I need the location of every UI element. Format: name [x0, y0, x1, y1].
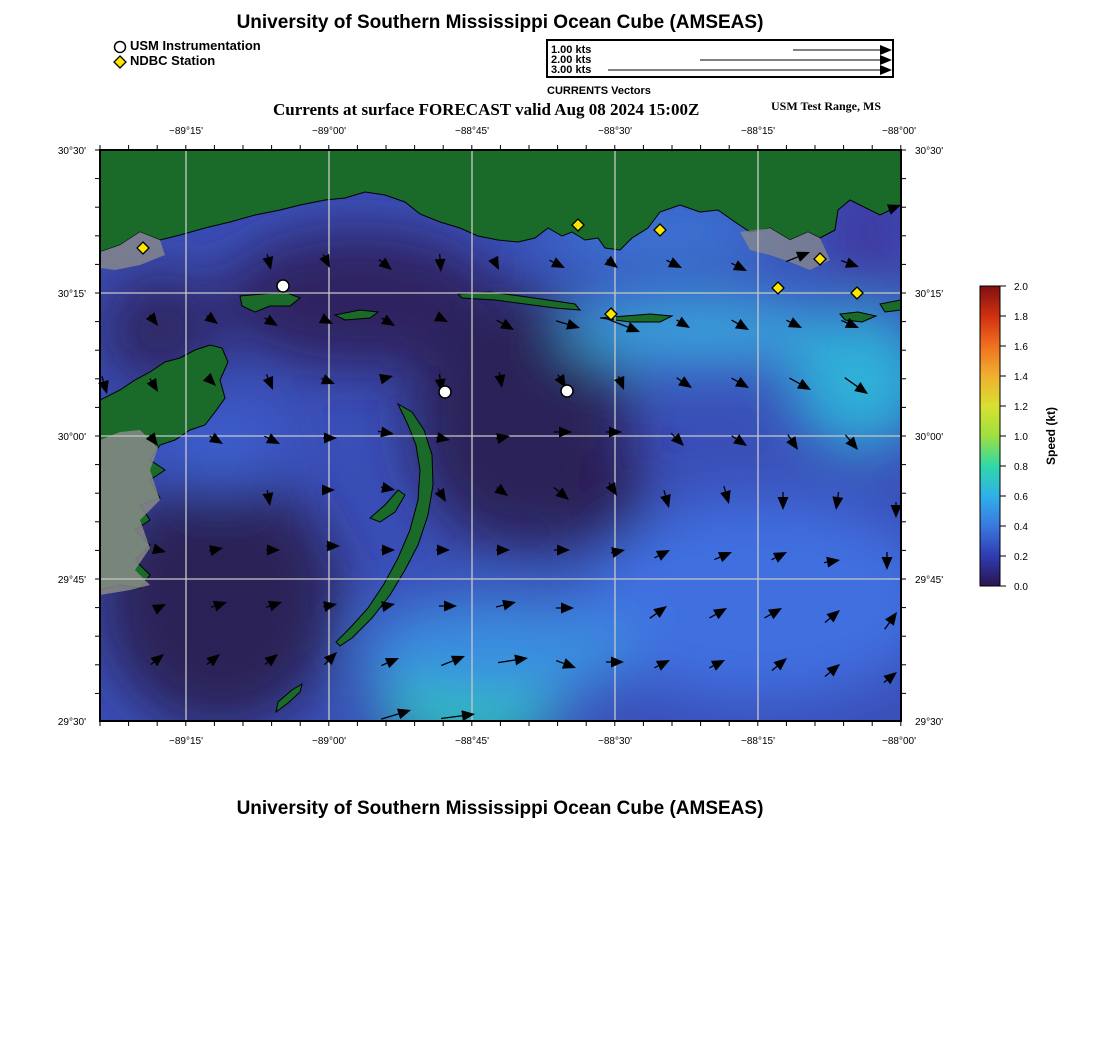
lon-tick-label: −88°45' — [455, 736, 489, 747]
footer-title: University of Southern Mississippi Ocean Cube (AMSEAS) — [236, 798, 764, 819]
lat-tick-label: 29°45' — [57, 575, 86, 586]
lon-tick-label: −89°15' — [169, 126, 203, 137]
lon-labels-bottom — [169, 736, 916, 747]
current-vector-shaft — [150, 435, 151, 436]
forecast-subtitle: Currents at surface FORECAST valid Aug 08 2024 15:00Z — [273, 100, 700, 119]
usm-station-marker[interactable] — [439, 386, 451, 398]
current-vector-shaft — [497, 488, 498, 489]
colorbar-tick-label: 0.6 — [1014, 492, 1028, 503]
lat-tick-label: 30°30' — [57, 146, 86, 157]
vector-caption: CURRENTS Vectors — [547, 85, 651, 97]
usm-station-marker[interactable] — [277, 280, 289, 292]
vector-scale-1: 1.00 kts — [551, 44, 592, 56]
current-vector-shaft — [267, 490, 268, 493]
lat-tick-label: 29°45' — [915, 575, 944, 586]
colorbar-labels — [1014, 282, 1028, 593]
lat-labels-right — [915, 146, 943, 728]
speed-colorbar — [980, 286, 1000, 586]
lon-tick-label: −88°15' — [741, 736, 775, 747]
colorbar-ticks — [1000, 286, 1006, 586]
lon-tick-label: −89°00' — [312, 126, 346, 137]
lat-tick-label: 29°30' — [915, 717, 944, 728]
colorbar-tick-label: 1.6 — [1014, 342, 1028, 353]
lon-tick-label: −88°15' — [741, 126, 775, 137]
colorbar-tick-label: 1.4 — [1014, 372, 1028, 383]
usm-station-marker[interactable] — [561, 385, 573, 397]
current-vector-shaft — [607, 260, 608, 261]
page-title: University of Southern Mississippi Ocean Cube (AMSEAS) — [236, 12, 764, 33]
lon-tick-label: −89°15' — [169, 736, 203, 747]
current-vector-shaft — [619, 376, 620, 378]
lon-tick-label: −89°00' — [312, 736, 346, 747]
colorbar-tick-label: 0.2 — [1014, 552, 1028, 563]
lat-tick-label: 30°15' — [57, 289, 86, 300]
lat-tick-label: 30°00' — [57, 432, 86, 443]
current-vector-shaft — [321, 379, 323, 380]
colorbar-tick-label: 0.0 — [1014, 582, 1028, 593]
current-vector-shaft — [323, 254, 324, 256]
current-vector-shaft — [838, 492, 839, 497]
lat-tick-label: 29°30' — [57, 717, 86, 728]
lon-tick-label: −88°30' — [598, 736, 632, 747]
lon-labels-top — [169, 126, 916, 137]
colorbar-tick-label: 1.2 — [1014, 402, 1028, 413]
colorbar-tick-label: 2.0 — [1014, 282, 1028, 293]
lon-tick-label: −88°45' — [455, 126, 489, 137]
current-vector-shaft — [150, 315, 151, 316]
current-vector-shaft — [824, 562, 827, 563]
lon-tick-label: −88°30' — [598, 126, 632, 137]
lat-tick-label: 30°15' — [915, 289, 944, 300]
colorbar-tick-label: 0.8 — [1014, 462, 1028, 473]
colorbar-tick-label: 1.8 — [1014, 312, 1028, 323]
current-vector-shaft — [378, 431, 381, 432]
legend-ndbc-label: NDBC Station — [130, 53, 216, 68]
lat-tick-label: 30°30' — [915, 146, 944, 157]
vector-scale-2: 2.00 kts — [551, 54, 592, 66]
current-vector-shaft — [499, 372, 500, 375]
legend-usm-label: USM Instrumentation — [130, 38, 261, 53]
colorbar-tick-label: 0.4 — [1014, 522, 1028, 533]
colorbar-tick-label: 1.0 — [1014, 432, 1028, 443]
vector-scale-3: 3.00 kts — [551, 64, 592, 76]
lon-tick-label: −88°00' — [882, 126, 916, 137]
current-vector-shaft — [439, 374, 440, 379]
current-vector-shaft — [267, 254, 268, 257]
lat-labels-left — [58, 146, 86, 728]
lat-tick-label: 30°00' — [915, 432, 944, 443]
colorbar-title: Speed (kt) — [1044, 406, 1058, 466]
lon-tick-label: −88°00' — [882, 736, 916, 747]
region-label: USM Test Range, MS — [771, 99, 882, 113]
current-vector-shaft — [207, 316, 208, 317]
